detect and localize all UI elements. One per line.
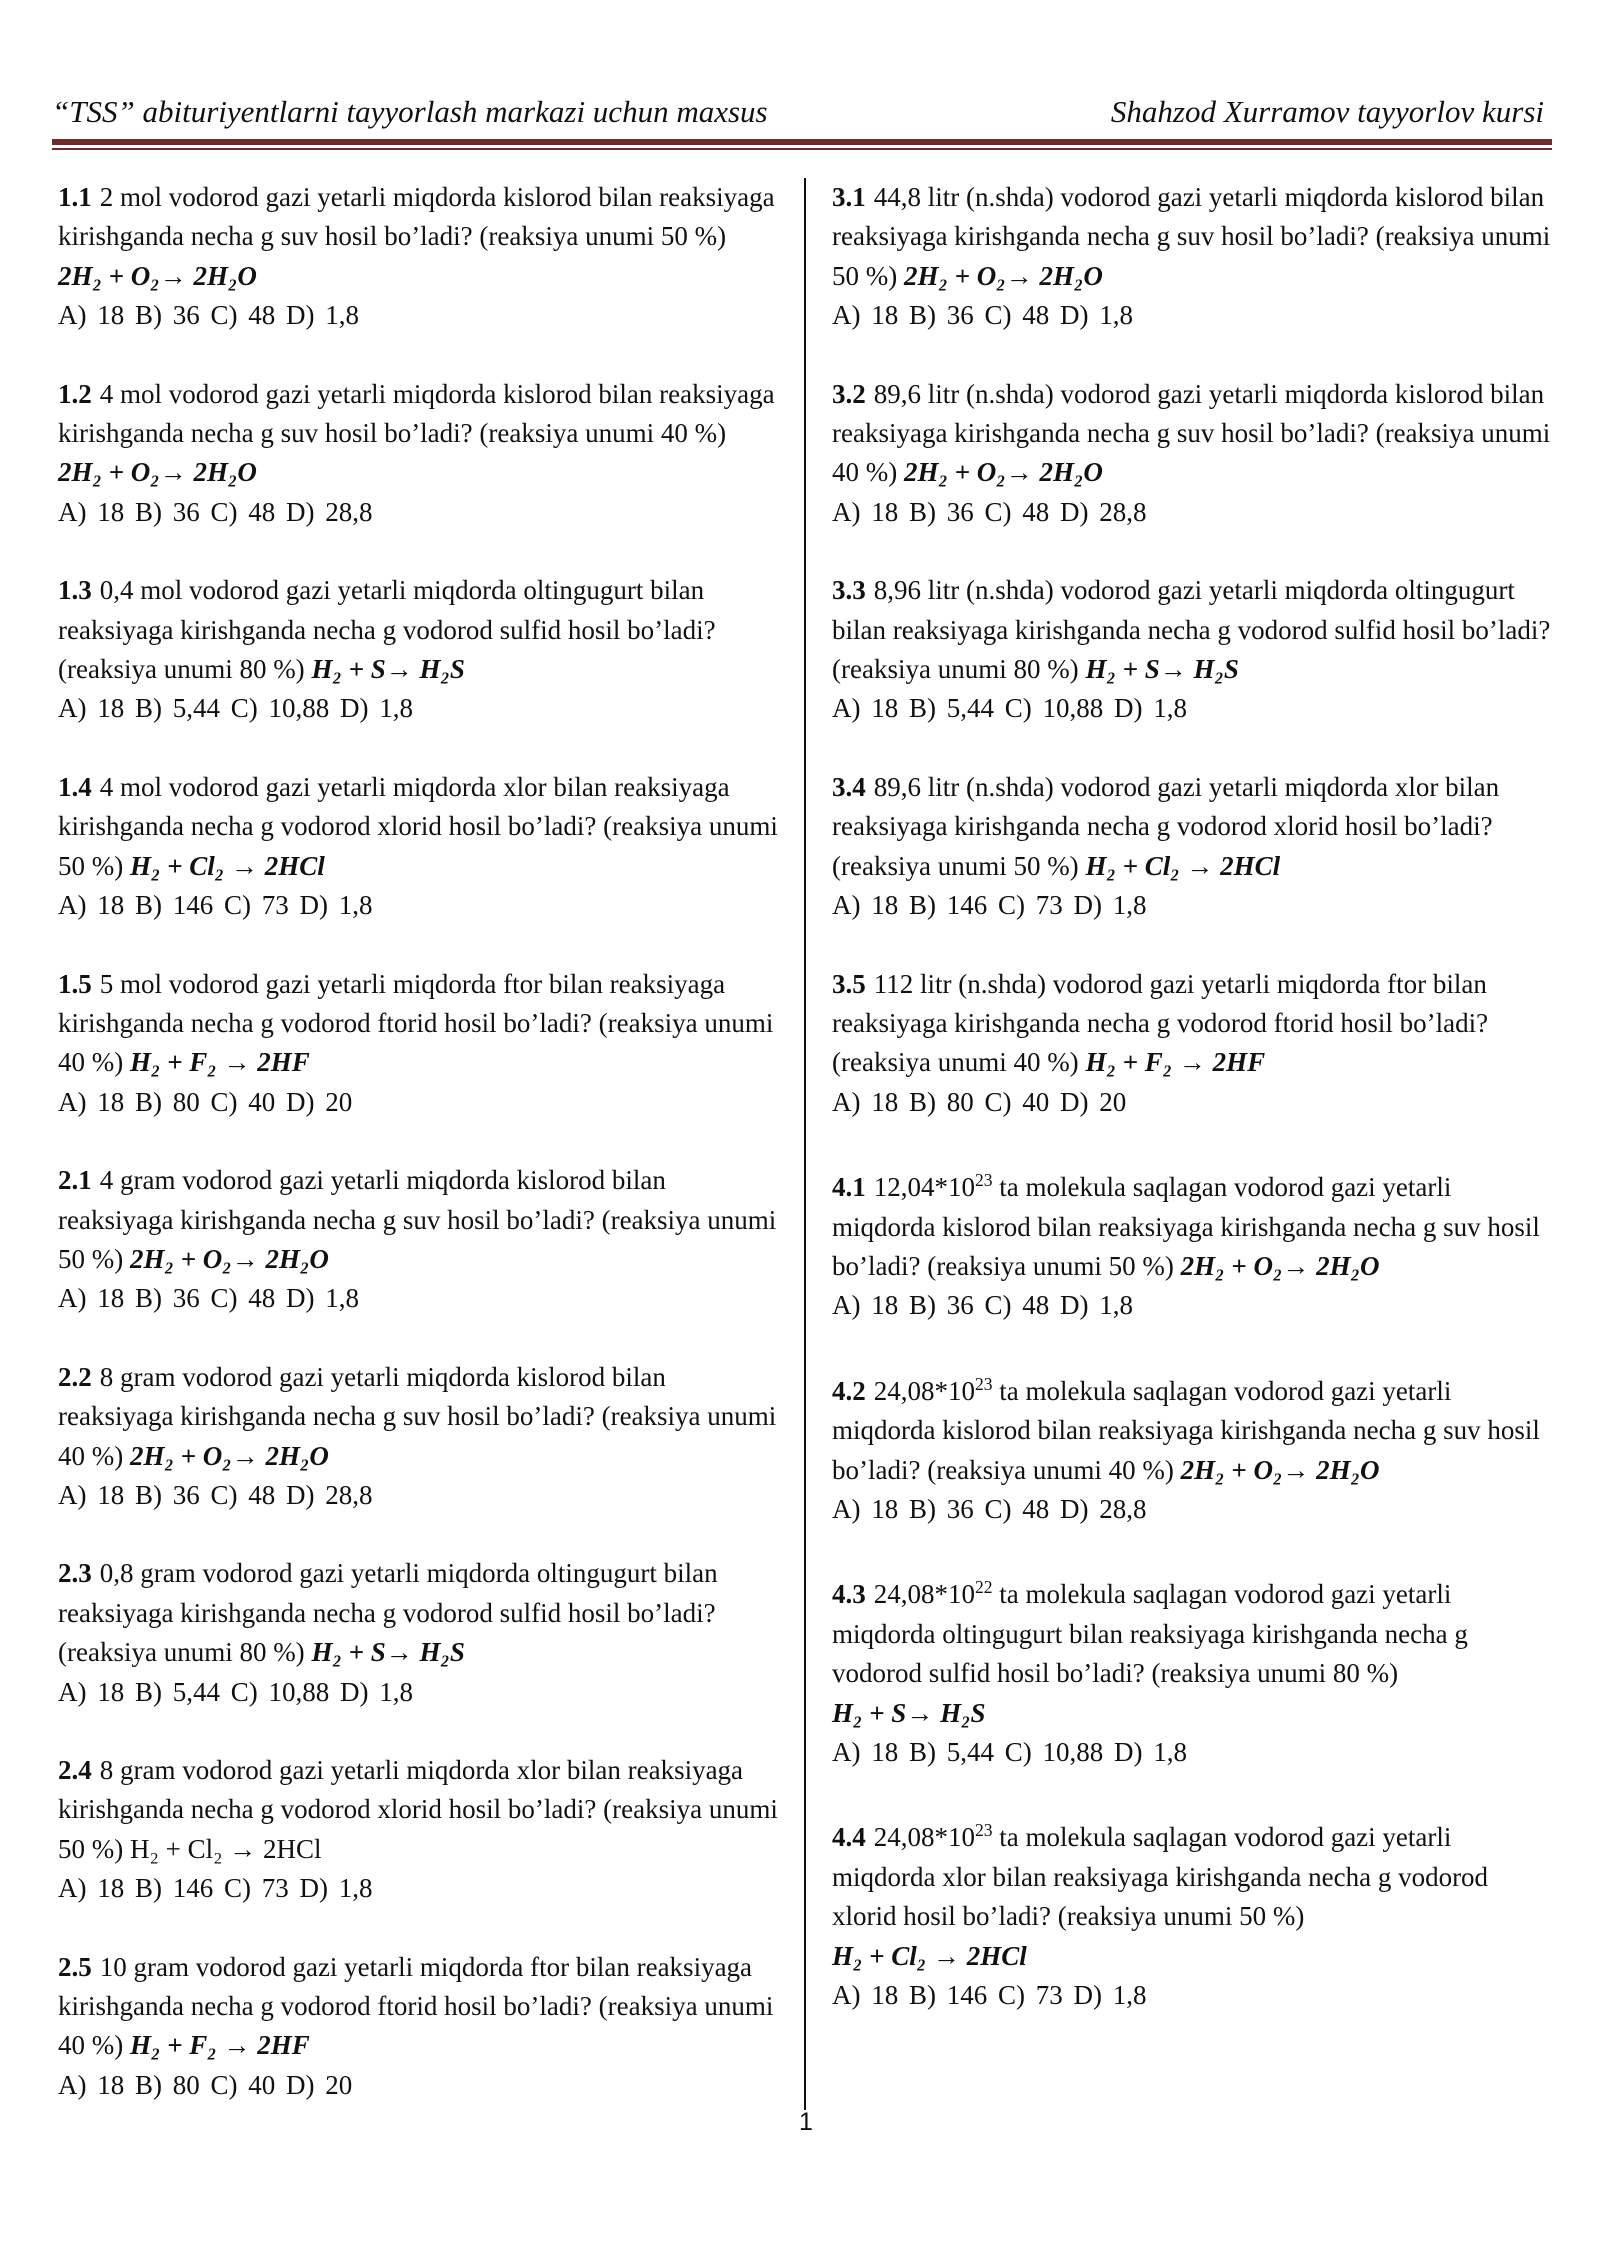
answer-options: A) 18 B) 36 C) 48 D) 28,8 — [58, 1479, 373, 1510]
question-number: 3.2 — [832, 378, 866, 409]
question-text: 89,6 litr (n.shda) vodorod gazi yetarli miqdorda kislorod bilan reaksiyaga kirishganda necha g suv hosil bo’ladi? (reaksiya unumi 40 %) — [832, 378, 1551, 488]
reaction-equation: 2H₂ + O₂→ 2H₂O — [903, 260, 1103, 291]
question-item — [58, 375, 778, 533]
reaction-equation: H₂ + Cl₂ → 2HCl — [1085, 850, 1281, 881]
reaction-equation: H₂ + S→ H₂S — [832, 1697, 986, 1728]
reaction-equation: 2H₂ + O₂→ 2H₂O — [129, 1243, 329, 1274]
reaction-equation: H₂ + S→ H₂S — [1085, 654, 1239, 685]
question-text: 44,8 litr (n.shda) vodorod gazi yetarli miqdorda kislorod bilan reaksiyaga kirishganda necha g suv hosil bo’ladi? (reaksiya unumi 50 %) — [832, 182, 1551, 291]
reaction-equation: 2H₂ + O₂→ 2H₂O — [58, 457, 257, 488]
header-right-text: Shahzod Xurramov tayyorlov kursi — [1110, 94, 1544, 129]
question-text: ta molekula saqlagan vodorod gazi yetarli miqdorda kislorod bilan reaksiyaga kirishganda necha g suv hosil bo’ladi? (reaksiya unumi 40 %) — [832, 1375, 1540, 1485]
question-text: 89,6 litr (n.shda) vodorod gazi yetarli miqdorda xlor bilan reaksiyaga kirishganda necha g vodorod xlorid hosil bo’ladi? (reaksiya unumi 50 %) — [832, 771, 1500, 881]
molecule-count-exponent: 23 — [975, 1820, 993, 1841]
question-item — [58, 1161, 778, 1319]
molecule-count-exponent: 22 — [975, 1577, 993, 1598]
question-number: 4.2 — [832, 1375, 866, 1406]
question-text: 5 mol vodorod gazi yetarli miqdorda ftor bilan reaksiyaga kirishganda necha g vodorod ftorid hosil bo’ladi? (reaksiya unumi 40 %) — [58, 968, 774, 1078]
answer-options: A) 18 B) 80 C) 40 D) 20 — [58, 2069, 353, 2100]
question-number: 4.1 — [832, 1172, 866, 1203]
reaction-equation: H₂ + S→ H₂S — [311, 1637, 465, 1668]
answer-options: A) 18 B) 146 C) 73 D) 1,8 — [832, 890, 1147, 921]
question-item — [832, 571, 1552, 729]
answer-options: A) 18 B) 5,44 C) 10,88 D) 1,8 — [832, 693, 1187, 724]
question-item — [832, 1568, 1552, 1772]
question-number: 1.5 — [58, 968, 92, 999]
reaction-equation: 2H₂ + O₂→ 2H₂O — [1180, 1250, 1380, 1281]
question-item — [58, 768, 778, 926]
question-number: 3.4 — [832, 771, 866, 802]
question-number: 1.3 — [58, 575, 92, 606]
reaction-equation: H₂ + S→ H₂S — [311, 654, 465, 685]
answer-options: A) 18 B) 36 C) 48 D) 1,8 — [832, 1290, 1133, 1321]
question-number: 3.1 — [832, 182, 866, 212]
reaction-equation: H₂ + F₂ → 2HF — [1085, 1047, 1266, 1078]
reaction-equation: H₂ + Cl₂ → 2HCl — [832, 1940, 1027, 1971]
question-number: 2.2 — [58, 1361, 92, 1392]
question-text: 8,96 litr (n.shda) vodorod gazi yetarli miqdorda oltingugurt bilan reaksiyaga kirishganda necha g vodorod sulfid hosil bo’ladi? (reaksiya unumi 80 %) — [832, 575, 1551, 685]
question-text: 10 gram vodorod gazi yetarli miqdorda ftor bilan reaksiyaga kirishganda necha g vodorod ftorid hosil bo’ladi? (reaksiya unumi 40 %) — [58, 1951, 774, 2061]
molecule-count: 12,04*10 — [873, 1172, 975, 1203]
answer-options: A) 18 B) 80 C) 40 D) 20 — [58, 1086, 353, 1117]
answer-options: A) 18 B) 5,44 C) 10,88 D) 1,8 — [832, 1737, 1187, 1767]
question-item — [832, 178, 1552, 336]
answer-options: A) 18 B) 36 C) 48 D) 1,8 — [832, 300, 1133, 331]
answer-options: A) 18 B) 146 C) 73 D) 1,8 — [832, 1980, 1147, 2011]
reaction-equation: 2H₂ + O₂→ 2H₂O — [903, 457, 1103, 488]
question-item — [58, 1751, 778, 1909]
answer-options: A) 18 B) 36 C) 48 D) 28,8 — [58, 496, 373, 527]
page-number: 1 — [799, 2108, 813, 2136]
question-number: 1.2 — [58, 378, 92, 409]
answer-options: A) 18 B) 146 C) 73 D) 1,8 — [58, 890, 373, 921]
question-text: 8 gram vodorod gazi yetarli miqdorda xlor bilan reaksiyaga kirishganda necha g vodorod xlorid hosil bo’ladi? (reaksiya unumi 50 %) — [58, 1755, 778, 1864]
left-column — [58, 178, 778, 2144]
page-header — [52, 94, 1544, 134]
molecule-count-exponent: 23 — [975, 1373, 993, 1394]
reaction-equation: 2H₂ + O₂→ 2H₂O — [58, 260, 257, 291]
reaction-equation: 2H₂ + O₂→ 2H₂O — [129, 1440, 329, 1471]
header-rule-thin — [52, 148, 1552, 150]
question-text: 4 mol vodorod gazi yetarli miqdorda kislorod bilan reaksiyaga kirishganda necha g suv hosil bo’ladi? (reaksiya unumi 40 %) — [58, 378, 775, 449]
question-number: 3.3 — [832, 575, 866, 606]
answer-options: A) 18 B) 146 C) 73 D) 1,8 — [58, 1873, 373, 1904]
question-number: 4.4 — [832, 1822, 866, 1853]
header-left-text: “TSS” abituriyentlarni tayyorlash markazi uchun maxsus — [52, 94, 768, 129]
question-text: 4 gram vodorod gazi yetarli miqdorda kislorod bilan reaksiyaga kirishganda necha g suv hosil bo’ladi? (reaksiya unumi 50 %) — [58, 1165, 777, 1274]
question-item — [58, 1948, 778, 2106]
question-item — [832, 1161, 1552, 1326]
question-item — [58, 1554, 778, 1712]
question-item — [58, 1358, 778, 1516]
molecule-count: 24,08*10 — [873, 1579, 975, 1610]
answer-options: A) 18 B) 36 C) 48 D) 1,8 — [58, 1283, 359, 1314]
question-item — [58, 965, 778, 1123]
question-number: 1.1 — [58, 182, 92, 212]
question-item — [832, 1811, 1552, 2015]
answer-options: A) 18 B) 36 C) 48 D) 28,8 — [832, 496, 1147, 527]
right-column — [832, 178, 1552, 2054]
question-item — [58, 178, 778, 336]
question-text: 4 mol vodorod gazi yetarli miqdorda xlor bilan reaksiyaga kirishganda necha g vodorod xlorid hosil bo’ladi? (reaksiya unumi 50 %) — [58, 771, 778, 881]
question-text: ta molekula saqlagan vodorod gazi yetarli miqdorda oltingugurt bilan reaksiyaga kirishganda necha g vodorod sulfid hosil bo’ladi? (reaksiya unumi 80 %) — [832, 1579, 1468, 1689]
reaction-equation: H₂ + Cl₂ → 2HCl — [129, 1833, 322, 1864]
answer-options: A) 18 B) 80 C) 40 D) 20 — [832, 1086, 1127, 1117]
question-number: 2.1 — [58, 1165, 92, 1196]
question-text: 0,8 gram vodorod gazi yetarli miqdorda oltingugurt bilan reaksiyaga kirishganda necha g vodorod sulfid hosil bo’ladi? (reaksiya unumi 80 %) — [58, 1558, 718, 1668]
answer-options: A) 18 B) 5,44 C) 10,88 D) 1,8 — [58, 693, 413, 724]
question-text: 8 gram vodorod gazi yetarli miqdorda kislorod bilan reaksiyaga kirishganda necha g suv hosil bo’ladi? (reaksiya unumi 40 %) — [58, 1361, 777, 1471]
question-text: ta molekula saqlagan vodorod gazi yetarli miqdorda xlor bilan reaksiyaga kirishganda necha g vodorod xlorid hosil bo’ladi? (reaksiya unumi 50 %) — [832, 1822, 1489, 1932]
column-divider — [804, 178, 806, 2110]
reaction-equation: H₂ + Cl₂ → 2HCl — [129, 850, 325, 881]
question-number: 2.3 — [58, 1558, 92, 1589]
molecule-count: 24,08*10 — [873, 1375, 975, 1406]
reaction-equation: H₂ + F₂ → 2HF — [129, 2030, 310, 2061]
question-item — [58, 571, 778, 729]
molecule-count: 24,08*10 — [873, 1822, 975, 1853]
question-text: 2 mol vodorod gazi yetarli miqdorda kislorod bilan reaksiyaga kirishganda necha g suv hosil bo’ladi? (reaksiya unumi 50 %) — [58, 182, 775, 252]
question-item — [832, 375, 1552, 533]
reaction-equation: H₂ + F₂ → 2HF — [129, 1047, 310, 1078]
answer-options: A) 18 B) 36 C) 48 D) 28,8 — [832, 1493, 1147, 1524]
question-number: 1.4 — [58, 771, 92, 802]
question-number: 2.5 — [58, 1951, 92, 1982]
question-text: 0,4 mol vodorod gazi yetarli miqdorda oltingugurt bilan reaksiyaga kirishganda necha g vodorod sulfid hosil bo’ladi? (reaksiya unumi 80 %) — [58, 575, 716, 685]
question-text: ta molekula saqlagan vodorod gazi yetarli miqdorda kislorod bilan reaksiyaga kirishganda necha g suv hosil bo’ladi? (reaksiya unumi 50 %) — [832, 1172, 1540, 1281]
question-number: 3.5 — [832, 968, 866, 999]
question-item — [832, 768, 1552, 926]
question-item — [832, 965, 1552, 1123]
question-text: 112 litr (n.shda) vodorod gazi yetarli miqdorda ftor bilan reaksiyaga kirishganda necha g vodorod ftorid hosil bo’ladi? (reaksiya unumi 40 %) — [832, 968, 1489, 1078]
reaction-equation: 2H₂ + O₂→ 2H₂O — [1180, 1454, 1380, 1485]
question-number: 4.3 — [832, 1579, 866, 1610]
answer-options: A) 18 B) 5,44 C) 10,88 D) 1,8 — [58, 1676, 413, 1707]
question-number: 2.4 — [58, 1755, 92, 1785]
answer-options: A) 18 B) 36 C) 48 D) 1,8 — [58, 300, 359, 331]
molecule-count-exponent: 23 — [975, 1170, 993, 1191]
question-item — [832, 1365, 1552, 1530]
header-rule-thick — [52, 139, 1552, 145]
